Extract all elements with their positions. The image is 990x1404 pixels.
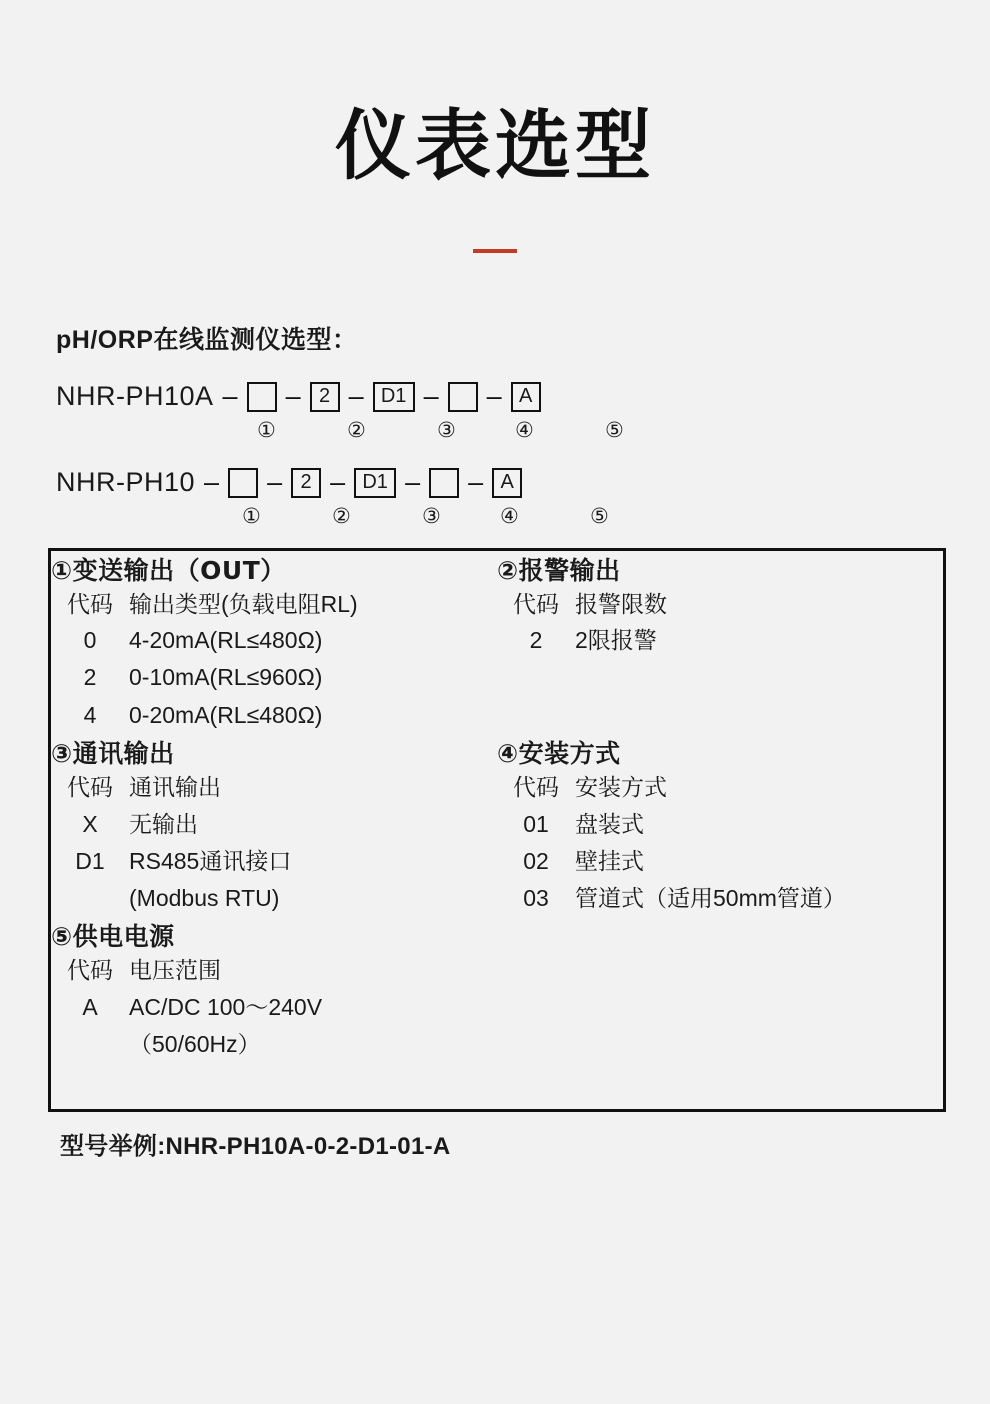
model-segment-box-2-2[interactable]: 2 bbox=[291, 468, 321, 498]
code-list-5 bbox=[51, 989, 129, 1109]
table-row-section-body-1 bbox=[50, 587, 945, 734]
desc-value: 管道式（适用50mm管道） bbox=[575, 885, 846, 912]
table-row bbox=[51, 770, 497, 806]
title-divider-wrap bbox=[0, 240, 990, 258]
model-segment-box-2-4[interactable] bbox=[429, 468, 459, 498]
model-segment-box-1-5[interactable]: A bbox=[511, 382, 541, 412]
model-segment-box-1-4[interactable] bbox=[448, 382, 478, 412]
model-segment-box-2-3[interactable]: D1 bbox=[354, 468, 396, 498]
section-body-1 bbox=[50, 587, 498, 734]
desc-list-2 bbox=[575, 622, 943, 734]
section-body-empty bbox=[497, 953, 945, 1110]
model-marker-1-5: ⑤ bbox=[605, 418, 624, 442]
col-header-code-3: 代码 bbox=[67, 773, 113, 800]
col-header-desc-5: 电压范围 bbox=[129, 957, 221, 984]
selection-table bbox=[48, 548, 946, 1112]
section-body-2 bbox=[497, 587, 945, 734]
section-title-4: ④安装方式 bbox=[497, 738, 621, 768]
model-marker-2-5: ⑤ bbox=[590, 504, 609, 528]
section-body-4 bbox=[497, 770, 945, 917]
code-value: 2 bbox=[83, 664, 97, 691]
desc-value: 盘装式 bbox=[575, 810, 644, 837]
desc-list-3 bbox=[129, 806, 497, 918]
code-list-3 bbox=[51, 806, 129, 918]
desc-value: RS485通讯接口 bbox=[129, 847, 292, 874]
table-row-section-titles-3 bbox=[50, 917, 945, 953]
col-header-desc-2: 报警限数 bbox=[575, 590, 667, 617]
model-example-note: 型号举例:NHR-PH10A-0-2-D1-01-A bbox=[60, 1133, 451, 1161]
col-header-code-1: 代码 bbox=[67, 590, 113, 617]
model-marker-2-2: ② bbox=[332, 504, 351, 528]
model-code-row-1 bbox=[56, 378, 990, 442]
table-row bbox=[51, 806, 497, 918]
desc-list-1 bbox=[129, 622, 497, 734]
section-title-empty bbox=[497, 917, 945, 953]
desc-value: 4-20mA(RL≤480Ω) bbox=[129, 627, 323, 654]
code-value: A bbox=[82, 994, 98, 1021]
desc-value: 0-10mA(RL≤960Ω) bbox=[129, 664, 323, 691]
desc-list-5 bbox=[129, 989, 497, 1109]
section-title-3: ③通讯输出 bbox=[51, 738, 175, 768]
dash-icon: – bbox=[486, 381, 502, 412]
title-divider bbox=[473, 249, 517, 253]
table-row bbox=[51, 587, 497, 623]
col-header-code-4: 代码 bbox=[513, 773, 559, 800]
table-row-section-body-2 bbox=[50, 770, 945, 917]
table-row bbox=[497, 770, 943, 806]
code-value: 2 bbox=[529, 627, 543, 654]
model-marker-2-4: ④ bbox=[500, 504, 519, 528]
table-row-section-titles-2 bbox=[50, 734, 945, 770]
desc-value: （50/60Hz） bbox=[129, 1031, 261, 1058]
model-marker-1-4: ④ bbox=[515, 418, 534, 442]
desc-value: 壁挂式 bbox=[575, 847, 644, 874]
desc-value: 0-20mA(RL≤480Ω) bbox=[129, 701, 323, 728]
desc-value: 2限报警 bbox=[575, 627, 657, 654]
model-code-row-2 bbox=[56, 464, 990, 528]
code-value: 0 bbox=[83, 627, 97, 654]
section-body-3 bbox=[50, 770, 498, 917]
table-row bbox=[51, 622, 497, 734]
model-marker-1-1: ① bbox=[257, 418, 276, 442]
model-name-1: NHR-PH10A bbox=[56, 381, 214, 412]
model-marker-2-3: ③ bbox=[422, 504, 441, 528]
section-title-2: ②报警输出 bbox=[497, 555, 621, 585]
col-header-desc-1: 输出类型(负载电阻RL) bbox=[129, 590, 358, 617]
dash-icon: – bbox=[204, 467, 220, 498]
dash-icon: – bbox=[222, 381, 238, 412]
table-row bbox=[497, 806, 943, 918]
dash-icon: – bbox=[405, 467, 421, 498]
code-value: X bbox=[82, 810, 98, 837]
code-list-1 bbox=[51, 622, 129, 734]
model-segment-box-1-2[interactable]: 2 bbox=[310, 382, 340, 412]
model-marker-1-2: ② bbox=[347, 418, 366, 442]
model-segment-box-2-1[interactable] bbox=[228, 468, 258, 498]
desc-value: (Modbus RTU) bbox=[129, 885, 280, 912]
dash-icon: – bbox=[468, 467, 484, 498]
col-header-desc-4: 安装方式 bbox=[575, 773, 667, 800]
table-row bbox=[497, 587, 943, 623]
model-marker-2-1: ① bbox=[242, 504, 261, 528]
table-row bbox=[51, 953, 497, 989]
table-row bbox=[497, 622, 943, 734]
table-row-section-body-3 bbox=[50, 953, 945, 1110]
dash-icon: – bbox=[267, 467, 283, 498]
model-segment-box-2-5[interactable]: A bbox=[492, 468, 522, 498]
model-segment-box-1-1[interactable] bbox=[247, 382, 277, 412]
code-list-4 bbox=[497, 806, 575, 918]
table-row-section-titles-1 bbox=[50, 549, 945, 587]
col-header-code-2: 代码 bbox=[513, 590, 559, 617]
code-list-2 bbox=[497, 622, 575, 734]
code-value: 01 bbox=[523, 810, 549, 837]
dash-icon: – bbox=[285, 381, 301, 412]
model-segment-box-1-3[interactable]: D1 bbox=[373, 382, 415, 412]
code-value: 03 bbox=[523, 885, 549, 912]
model-marker-1-3: ③ bbox=[437, 418, 456, 442]
section-body-5 bbox=[50, 953, 498, 1110]
section-title-5: ⑤供电电源 bbox=[51, 922, 175, 952]
code-value: D1 bbox=[75, 847, 105, 874]
dash-icon: – bbox=[423, 381, 439, 412]
desc-list-4 bbox=[575, 806, 943, 918]
dash-icon: – bbox=[348, 381, 364, 412]
desc-value: 无输出 bbox=[129, 810, 198, 837]
dash-icon: – bbox=[330, 467, 346, 498]
code-value: 02 bbox=[523, 847, 549, 874]
page-title: 仪表选型 bbox=[335, 101, 655, 190]
model-name-2: NHR-PH10 bbox=[56, 467, 196, 498]
section-subtitle: pH/ORP在线监测仪选型： bbox=[56, 325, 358, 354]
col-header-desc-3: 通讯输出 bbox=[129, 773, 221, 800]
table-row bbox=[51, 989, 497, 1109]
section-title-1: ①变送输出（OUT） bbox=[51, 555, 286, 585]
desc-value: AC/DC 100～240V bbox=[129, 994, 323, 1021]
col-header-code-5: 代码 bbox=[67, 957, 113, 984]
code-value: 4 bbox=[83, 701, 97, 728]
